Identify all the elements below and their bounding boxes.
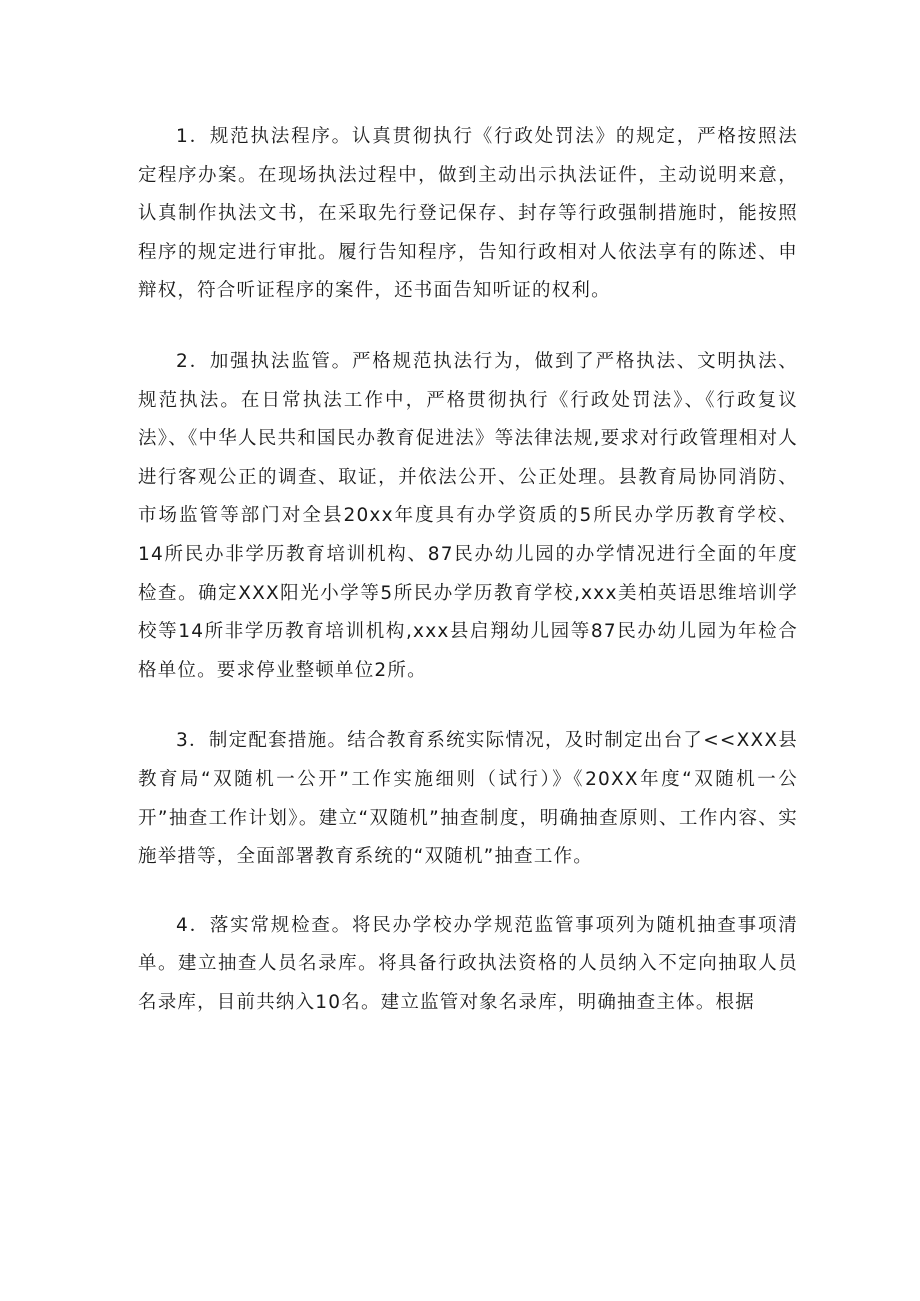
paragraph-3: 3．制定配套措施。结合教育系统实际情况，及时制定出台了<<XXX县教育局“双随机一公开”工作实施细则（试行）》《20XX年度“双随机一公开”抽查工作计划》。建立“双随机”抽查制度，明确抽查原则、工作内容、实施举措等，全面部署教育系统的“双随机”抽查工作。 xyxy=(138,730,798,868)
paragraph-1: 1．规范执法程序。认真贯彻执行《行政处罚法》的规定，严格按照法定程序办案。在现场执法过程中，做到主动出示执法证件，主动说明来意，认真制作执法文书，在采取先行登记保存、封存等行政强制措施时，能按照程序的规定进行审批。履行告知程序，告知行政相对人依法享有的陈述、申辩权，符合听证程序的案件，还书面告知听证的权利。 xyxy=(138,126,798,302)
document-body xyxy=(138,118,798,1022)
paragraph-2: 2．加强执法监管。严格规范执法行为，做到了严格执法、文明执法、规范执法。在日常执法工作中，严格贯彻执行《行政处罚法》、《行政复议法》、《中华人民共和国民办教育促进法》等法律法规,要求对行政管理相对人进行客观公正的调查、取证，并依法公开、公正处理。县教育局协同消防、市场监管等部门对全县20xx年度具有办学资质的5所民办学历教育学校、14所民办非学历教育培训机构、87民办幼儿园的办学情况进行全面的年度检查。确定XXX阳光小学等5所民办学历教育学校,xxx美柏英语思维培训学校等14所非学历教育培训机构,xxx县启翔幼儿园等87民办幼儿园为年检合格单位。要求停业整顿单位2所。 xyxy=(138,350,798,681)
paragraph-4: 4．落实常规检查。将民办学校办学规范监管事项列为随机抽查事项清单。建立抽查人员名录库。将具备行政执法资格的人员纳入不定向抽取人员名录库，目前共纳入10名。建立监管对象名录库，明确抽查主体。根据 xyxy=(138,914,798,1013)
